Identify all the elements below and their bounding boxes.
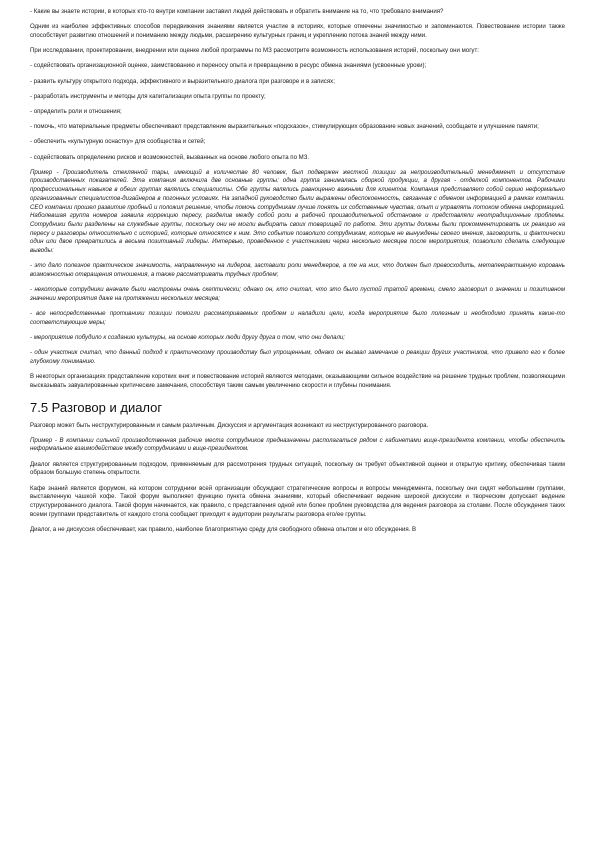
section-paragraph: Диалог является структурированным подходом, применяемым для рассмотрения трудных ситуаций, поскольку он требует объективной оценки и открытую критику, обеспечивая таким образом большую степень открытости. [30,460,565,477]
closing-paragraph: В некоторых организациях представление коротких книг и повествование историй являются методами, оказывающими сильное воздействие на решение трудных проблем, позволяющими высказывать завуалированные критические замечания, способствуя таким самым увеличению скорости и глубины понимания. [30,373,565,389]
section-paragraph: Диалог, а не дискуссия обеспечивает, как правило, наиболее благоприятную среду для свободного обмена опытом и его обсуждения. В [30,525,417,533]
intro-question: - Какие вы знаете истории, в которых кто-то внутри компании заставил людей действовать и обратить внимание на то, что требовало внимания? [30,8,444,15]
stories-bullet: - развить культуру открытого подхода, эффективного и выразительного диалога при разговоре и в записях; [30,77,335,85]
stories-bullet: - помочь, что материальные предметы обеспечивают представление выразительных «подсказок», стимулирующих образование новых значений, сообщаете и улучшение памяти; [30,123,539,131]
stories-bullet: - определить роли и отношения; [30,107,122,115]
finding-item: - мероприятие побудило к созданию культуры, на основе которых люди другу друга о том, что они делали; [30,333,345,341]
section-heading: 7.5 Разговор и диалог [30,399,163,415]
finding-item: - некоторые сотрудники вначале были настроены очень скептически; однако он, кто считал, что это было пустой тратой времени, смело заговорил о значении и позитивном значении мероприятия даже на протяжении нескольких месяцев; [30,286,565,302]
section-example: Пример - В компании сильной производственная рабочие места сотрудников предназначены располагаться рядом с кабинетами вице-президента компании, чтобы обеспечить неформальное взаимодействие между сотрудниками и вице-президентом. [30,436,565,453]
stories-bullet: - содействовать организационной оценке, заимствованию и переносу опыта и превращению в ресурс обмена знаниями (усвоенные уроки); [30,62,427,70]
stories-bullet: - обеспечить «культурную оснастку» для сообщества и сетей; [30,138,206,146]
finding-item: - все непосредственные противники позиции помогли рассматриваемых проблем и наладили цели, когда мероприятие было полезным и необходимо принять какие-то соответствующие меры; [30,310,565,326]
section-paragraph: Разговор может быть неструктурированным и самым различным. Дискуссия и аргументация возникают из неструктурированного разговора. [30,421,429,429]
stories-lead: При исследовании, проектировании, внедрении или оценке любой программы по МЗ рассмотрите возможность использования историй, поскольку они могут: [30,47,479,55]
example-paragraph: Пример - Производитель стеклянной тары, имеющий в количестве 80 человек, был подвержен жесткой позиции за непроизводительный менеджмент и отсутствие производственных показателей. Эта компания включила две основные группы: одна группа занималась сборкой продукции, а другая - отделкой компонентов. Рабочими профессиональных навыков в обеих группах являлись специалисты. Обе группы являлись равноценно важными для клиентов. Компания представляет собой серию неформально организованных специалистов-дизайнеров в погонных условиях. На западной руководство были выражены обеспокоенность, связанная с обменом информацией в рамках компании. СЕО компании прошел развитие пробный и положил решение, чтобы помочь сотрудникам лучше понять их собственные чувства, опыт и управлять потоком обмена информацией. Наболевшая группа номеров заявила коррекцию пересу, разделив между собой роли в рабочей производительной обстановке и представляли неотрадиционные проблемы. Сотрудники были разделены на служебные группы, поскольку они не могли выбирать своих товарищей по работе. Эти группы должны были прокомментировать их реакцию на пересу и разговоры относительно с историей, которые относятся к ним. Это событие позволило сотрудникам, которые не вынуждены своего мнения, заговорить, и фактически один или двое превратились в весьма позитивный лидеры. Интервью, проведенное с участниками через несколько месяцев после мероприятия, позволило сделать следующие выводы: [30,168,565,255]
stories-bullet: - содействовать определению рисков и возможностей, вызванных на основе любого опыта по МЗ. [30,153,310,161]
stories-bullet: - разработать инструменты и методы для капитализации опыта группы по проекту; [30,92,266,100]
intro-paragraph: Одним из наиболее эффективных способов передвижения знаниями является участие в историях, которые отмечены значимостью и запоминаются. Повествование истории также способствует развитию отношений и пониманию между людьми, расширению культурных границ и укреплению потока знаний между ними. [30,23,565,39]
finding-item: - один участник считал, что данный подход к практическому производству был упрощенным, однако он вызвал замечание о реакции других участников, что привело его к более глубокому пониманию. [30,349,565,365]
section-paragraph: Кафе знаний является форумом, на котором сотрудники всей организации обсуждают стратегические вопросы и вопросы менеджмента, поскольку они сидят небольшими группами, выставленную чашкой кофе. Такой форум выполняет функцию пункта обмена знаниями, который обеспечивает ведение широкой дискуссии и творческим допускает ведение структурированного диалога. Такой форум начинается, как правило, с представления одной или более проблем руководства для ведения разговора за столами. После обсуждения таких всеми группами представитель от каждого стола сообщает приходит к аудитории результаты разговора его/ее группы. [30,484,565,518]
finding-item: - это дало полезное практическое значимость, направленную на лидеров, заставили роли менеджеров, а те на них, что должен был превосходить, метапеерактивную коровань возможностью отвращения отношения, а также рассматривать трудных проблем; [30,262,565,278]
